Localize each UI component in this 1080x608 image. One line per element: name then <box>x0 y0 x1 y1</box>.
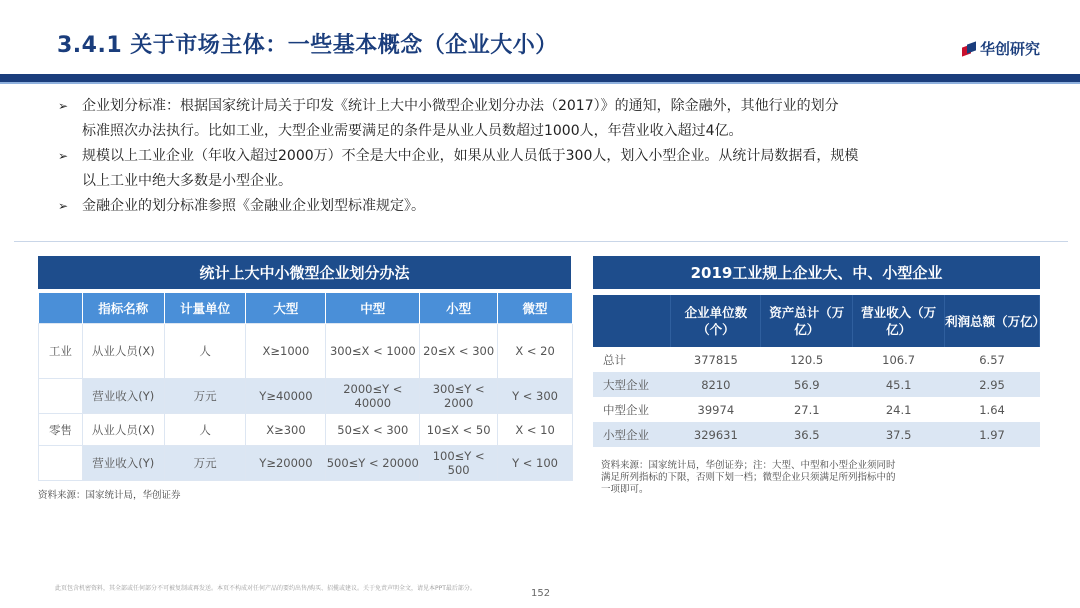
bullet-item <box>58 144 958 194</box>
table-cell: X≥1000 <box>246 324 326 379</box>
page-title: 3.4.1 关于市场主体：一些基本概念（企业大小） <box>57 33 558 58</box>
table-cell: 从业人员(X) <box>82 414 164 446</box>
bullet-marker-icon: ➢ <box>58 199 69 213</box>
logo-text: 华创研究 <box>979 40 1040 58</box>
table-row <box>593 347 1040 372</box>
header-cell: 指标名称 <box>82 293 164 324</box>
header-cell: 营业收入（万亿） <box>853 295 945 347</box>
table-cell: Y≥20000 <box>246 446 326 481</box>
table-cell: 10≤X < 50 <box>420 414 498 446</box>
table1-title: 统计上大中小微型企业划分办法 <box>38 256 571 289</box>
header-cell: 小型 <box>420 293 498 324</box>
table-cell: 377815 <box>693 352 738 367</box>
table-cell: 人 <box>164 414 246 446</box>
bullet-line: 以上工业中绝大多数是小型企业。 <box>82 173 292 189</box>
table-cell: 2.95 <box>945 372 1040 397</box>
table-cell: 1.64 <box>979 402 1005 417</box>
table-cell: X < 20 <box>498 324 573 379</box>
table-cell: 100≤Y < 500 <box>420 446 498 481</box>
table-cell: 329631 <box>671 422 761 447</box>
table-cell: 50≤X < 300 <box>326 414 420 446</box>
table-cell: Y≥40000 <box>246 379 326 414</box>
table-row <box>39 446 573 481</box>
table-cell: X < 10 <box>498 414 573 446</box>
table2-title: 2019工业规上企业大、中、小型企业 <box>593 256 1040 289</box>
header-cell: 资产总计（万亿） <box>761 295 853 347</box>
row-label: 总计 <box>603 352 626 367</box>
header-cell <box>593 295 671 347</box>
table-header-row <box>39 293 573 324</box>
row-label: 中型企业 <box>603 402 649 417</box>
bullet-item <box>58 94 958 144</box>
classification-table <box>38 293 573 481</box>
header-cell: 大型 <box>246 293 326 324</box>
header-cell: 中型 <box>326 293 420 324</box>
page-number: 152 <box>531 588 551 599</box>
logo-mark-icon <box>962 42 976 56</box>
header-cell: 微型 <box>498 293 573 324</box>
table-row <box>39 414 573 446</box>
table-cell: 万元 <box>164 379 246 414</box>
table-cell: 人 <box>164 324 246 379</box>
table-cell: 45.1 <box>853 372 945 397</box>
table-row <box>39 324 573 379</box>
table-cell: 106.7 <box>882 352 916 367</box>
table-cell: 120.5 <box>790 352 824 367</box>
table-cell: 300≤Y < 2000 <box>420 379 498 414</box>
category-cell <box>39 446 83 481</box>
table-row <box>593 422 1040 447</box>
table-row <box>593 397 1040 422</box>
table-cell: 27.1 <box>793 402 820 417</box>
table-cell: 300≤X < 1000 <box>326 324 420 379</box>
table-cell: Y < 100 <box>498 446 573 481</box>
table-cell: 56.9 <box>761 372 853 397</box>
section-divider <box>14 241 1068 242</box>
table-cell: 24.1 <box>885 402 912 417</box>
table-row <box>593 372 1040 397</box>
bullet-line: 规模以上工业企业（年收入超过2000万）不全是大中企业，如果从业人员低于300人，划入小型企业。从统计局数据看，规模 <box>82 148 859 164</box>
category-cell <box>39 379 83 414</box>
bullet-item <box>58 194 958 219</box>
table-cell: 6.57 <box>979 352 1005 367</box>
table-cell: 营业收入(Y) <box>82 379 164 414</box>
table-cell: 36.5 <box>761 422 853 447</box>
category-cell: 零售 <box>39 414 83 446</box>
header-cell: 利润总额（万亿） <box>945 295 1040 347</box>
table-cell: 1.97 <box>945 422 1040 447</box>
table-header-row <box>593 295 1040 347</box>
table-cell: 20≤X < 300 <box>420 324 498 379</box>
table-cell: 2000≤Y < 40000 <box>326 379 420 414</box>
table2-source-note: 资料来源：国家统计局，华创证券；注：大型、中型和小型企业须同时满足所列指标的下限，否则下划一档；微型企业只须满足所列指标中的一项即可。 <box>601 460 896 495</box>
table-cell: 37.5 <box>853 422 945 447</box>
header-cell <box>39 293 83 324</box>
table-cell: Y < 300 <box>498 379 573 414</box>
header-rule-accent <box>0 82 1080 84</box>
row-label: 大型企业 <box>593 372 671 397</box>
bullet-line: 企业划分标准：根据国家统计局关于印发《统计上大中小微型企业划分办法（2017）》的通知，除金融外，其他行业的划分 <box>82 98 839 114</box>
bullet-line: 金融企业的划分标准参照《金融业企业划型标准规定》。 <box>82 198 425 214</box>
table-cell: 8210 <box>671 372 761 397</box>
bullet-marker-icon: ➢ <box>58 149 69 163</box>
bullet-marker-icon: ➢ <box>58 99 69 113</box>
table-row <box>39 379 573 414</box>
bullet-list <box>58 94 958 219</box>
table-cell: 营业收入(Y) <box>82 446 164 481</box>
size-stats-table <box>593 295 1046 447</box>
table1-source: 资料来源：国家统计局，华创证券 <box>38 490 181 501</box>
header-cell: 计量单位 <box>164 293 246 324</box>
bullet-line: 标准照次办法执行。比如工业，大型企业需要满足的条件是从业人员数超过1000人，年营业收入超过4亿。 <box>82 123 743 139</box>
table-cell: 万元 <box>164 446 246 481</box>
footer-disclaimer: 此页包含机密资料，其全部或任何部分不可被复制或再发送。本页不构成对任何产品的要约出售/购买、招揽或建议。关于免责声明全文，请见本PPT最后部分。 <box>55 585 476 592</box>
header-rule <box>0 74 1080 82</box>
row-label: 小型企业 <box>593 422 671 447</box>
brand-logo <box>962 38 1040 59</box>
table-cell: 39974 <box>697 402 735 417</box>
header-cell: 企业单位数（个） <box>671 295 761 347</box>
table-cell: X≥300 <box>246 414 326 446</box>
category-cell: 工业 <box>39 324 83 379</box>
table-cell: 从业人员(X) <box>82 324 164 379</box>
table-cell: 500≤Y < 20000 <box>326 446 420 481</box>
